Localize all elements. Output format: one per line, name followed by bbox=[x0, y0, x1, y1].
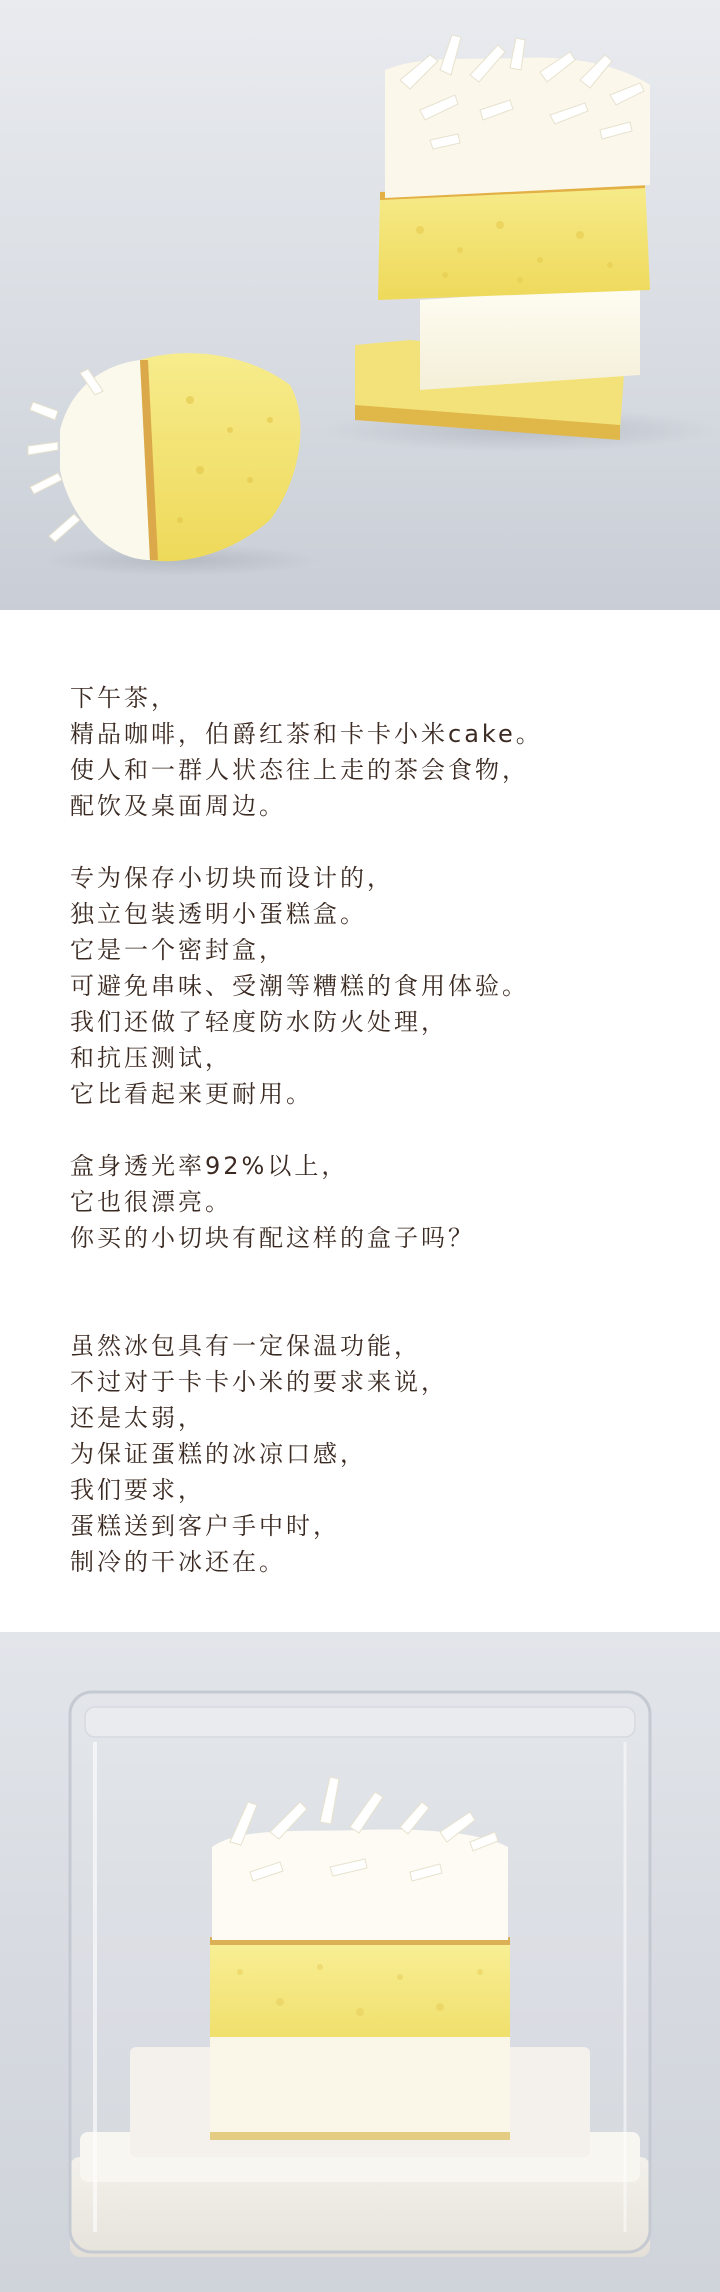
text-line: 虽然冰包具有一定保温功能， bbox=[70, 1332, 421, 1360]
text-line: 专为保存小切块而设计的， bbox=[70, 864, 394, 892]
text-line: 为保证蛋糕的冰凉口感， bbox=[70, 1440, 367, 1468]
text-line: 独立包装透明小蛋糕盒。 bbox=[70, 900, 367, 928]
paragraph-afternoon-tea bbox=[70, 680, 690, 824]
text-line: 我们还做了轻度防水防火处理， bbox=[70, 1008, 448, 1036]
text-line: 它也很漂亮。 bbox=[70, 1188, 232, 1216]
text-line: 它比看起来更耐用。 bbox=[70, 1080, 313, 1108]
text-line: 还是太弱， bbox=[70, 1404, 205, 1432]
text-line: 和抗压测试， bbox=[70, 1044, 232, 1072]
text-line: 下午茶， bbox=[70, 684, 178, 712]
text-line: 它是一个密封盒， bbox=[70, 936, 286, 964]
text-line: 配饮及桌面周边。 bbox=[70, 792, 286, 820]
boxed-cake-illustration bbox=[0, 1632, 720, 2292]
text-line: 可避免串味、受潮等糟糕的食用体验。 bbox=[70, 972, 529, 1000]
text-line: 我们要求， bbox=[70, 1476, 205, 1504]
cake-slices-illustration bbox=[0, 0, 720, 610]
big-cake-slice bbox=[355, 35, 650, 440]
text-line: 不过对于卡卡小米的要求来说， bbox=[70, 1368, 448, 1396]
small-cake-slice bbox=[28, 353, 300, 561]
description-text bbox=[70, 680, 690, 1580]
text-line: 蛋糕送到客户手中时， bbox=[70, 1512, 340, 1540]
text-line: 你买的小切块有配这样的盒子吗？ bbox=[70, 1224, 475, 1252]
paragraph-cake-box bbox=[70, 860, 690, 1112]
cake-slices-photo bbox=[0, 0, 720, 610]
boxed-cake-photo bbox=[0, 1632, 720, 2292]
paragraph-transparency bbox=[70, 1148, 690, 1256]
text-line: 使人和一群人状态往上走的茶会食物， bbox=[70, 756, 529, 784]
paragraph-dry-ice bbox=[70, 1328, 690, 1580]
text-line: 精品咖啡，伯爵红茶和卡卡小米cake。 bbox=[70, 720, 543, 748]
text-line: 制冷的干冰还在。 bbox=[70, 1548, 286, 1576]
text-line: 盒身透光率92%以上， bbox=[70, 1152, 349, 1180]
clear-box bbox=[70, 1692, 650, 2252]
